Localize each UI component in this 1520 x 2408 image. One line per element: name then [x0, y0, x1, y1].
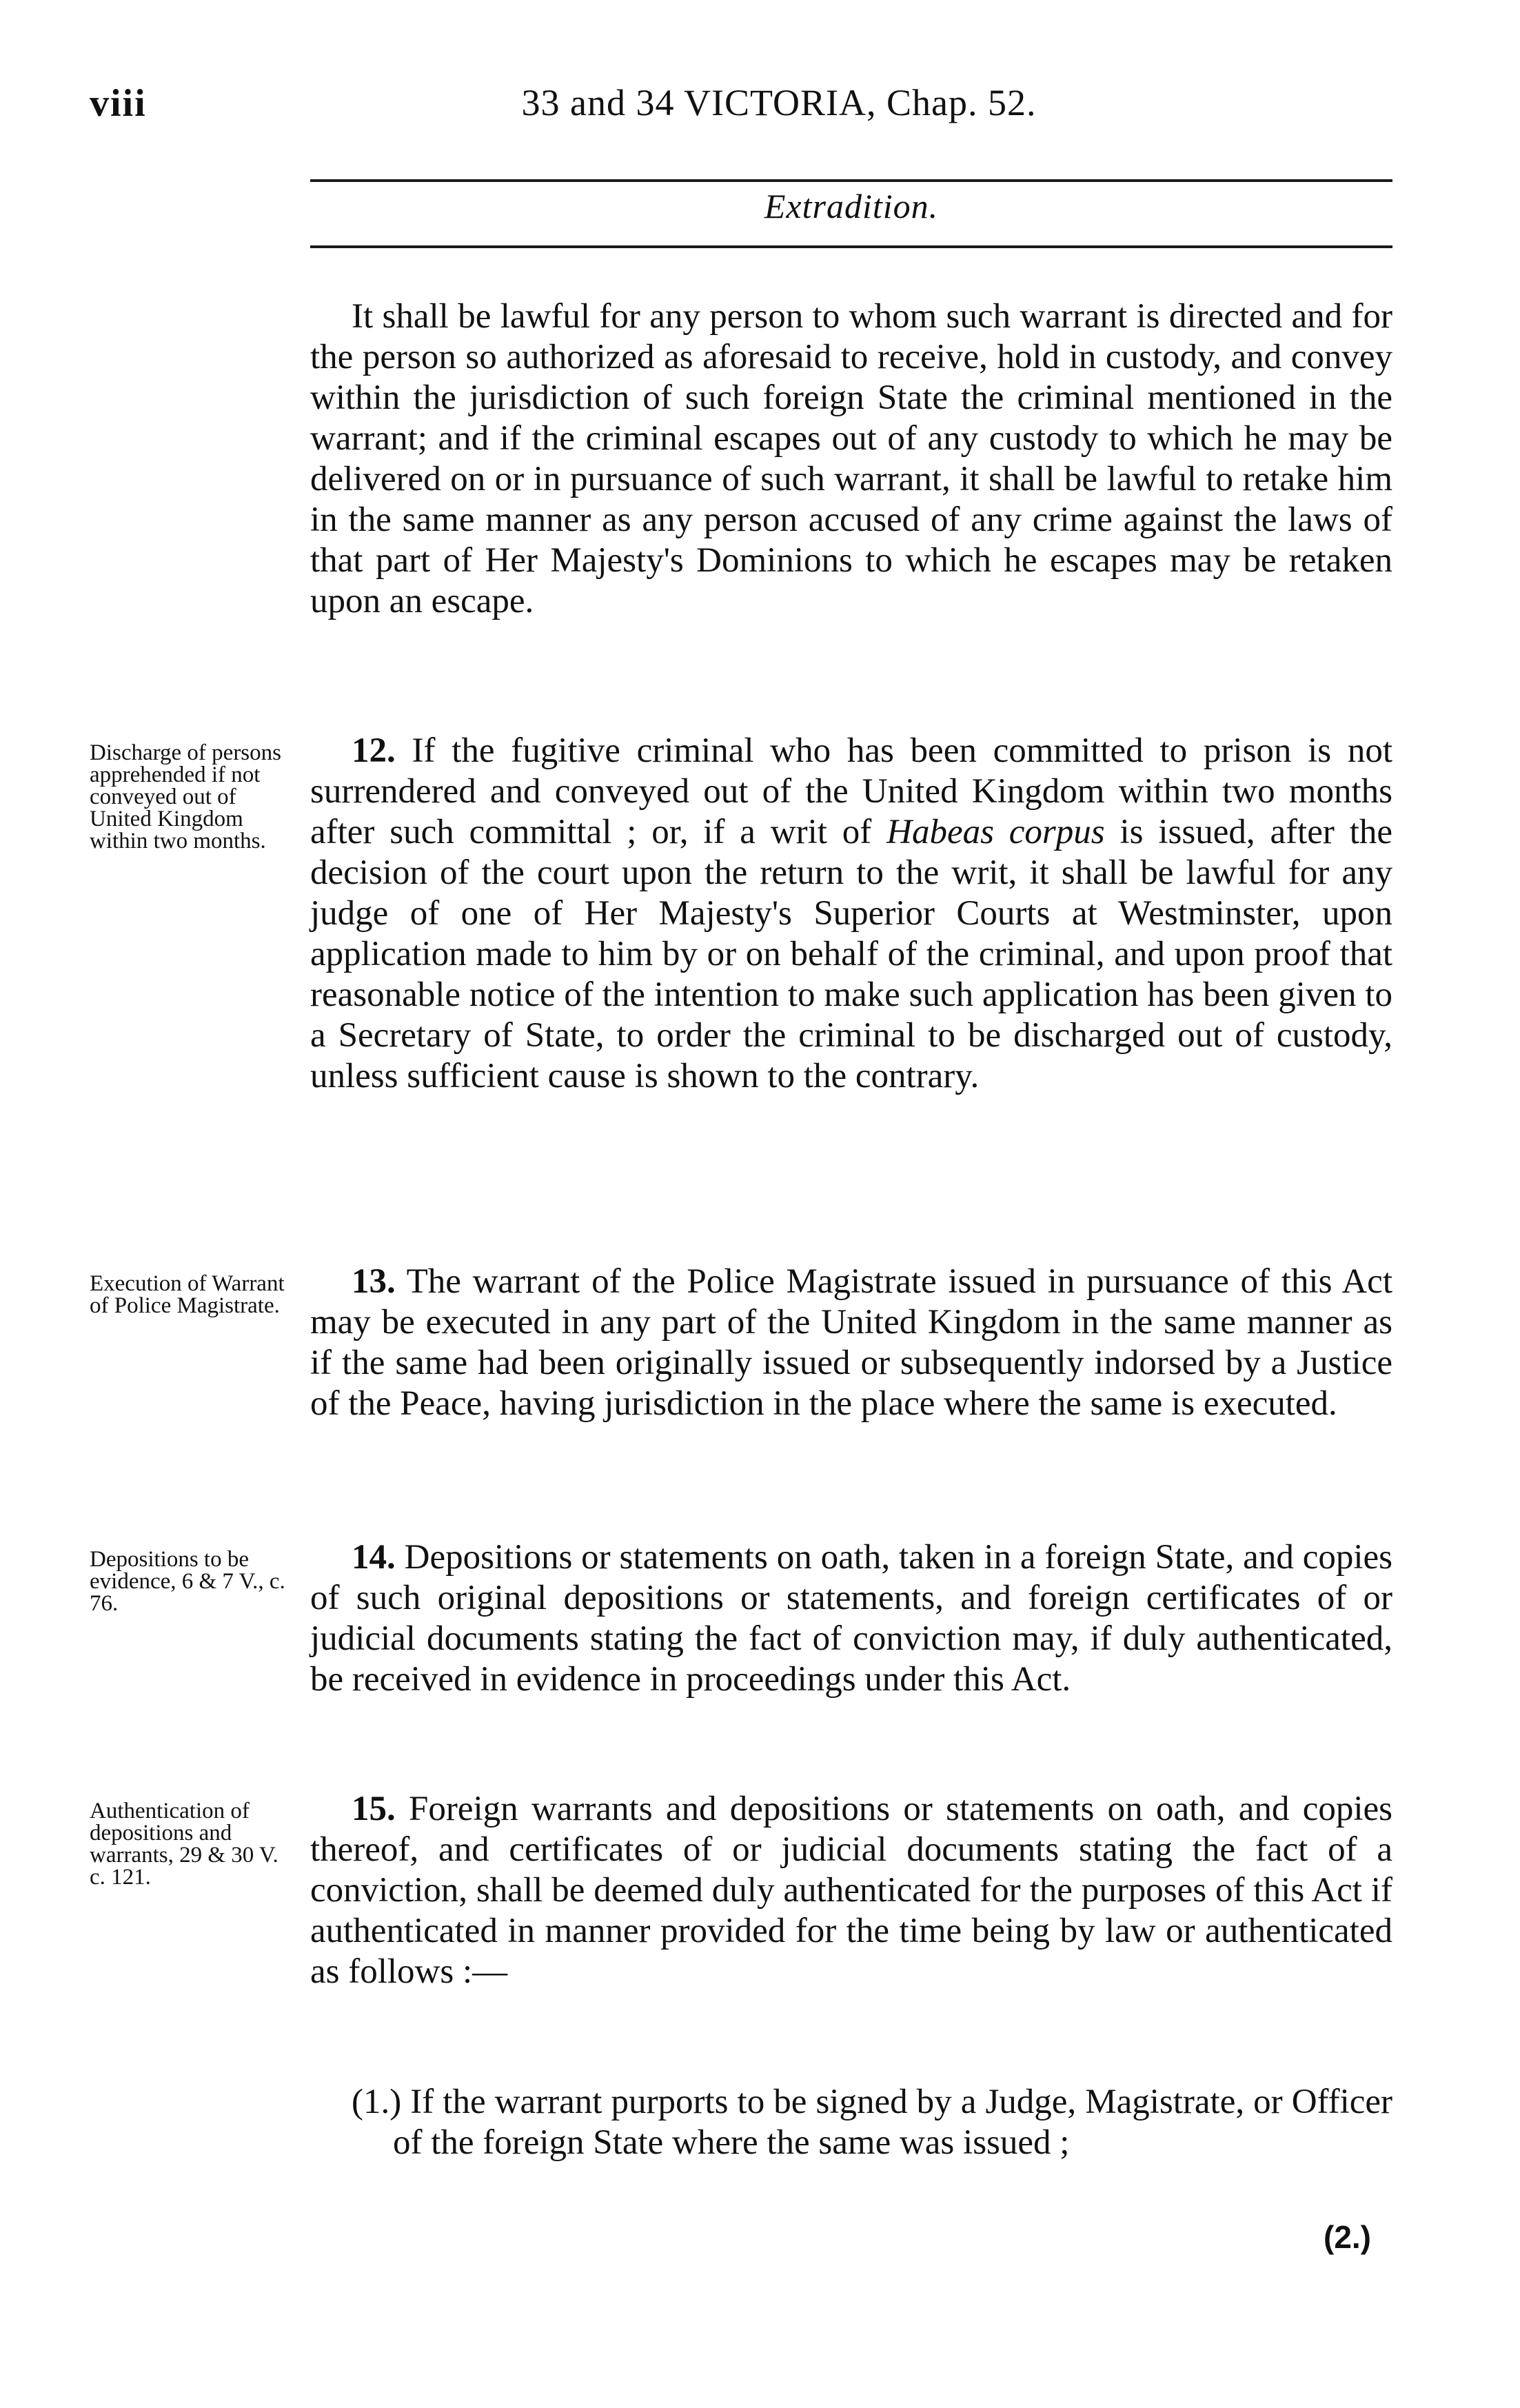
section-14 — [310, 1537, 1392, 1700]
margin-note-section-15: Authentication of depositions and warrants, 29 & 30 V. c. 121. — [90, 1799, 278, 1890]
margin-note-section-12: Discharge of persons apprehended if not conveyed out of United Kingdom within two months. — [90, 740, 281, 853]
section-text: Foreign warrants and depositions or statements on oath, and copies thereof, and certificates of or judicial documents stating the fact of a conviction, shall be deemed duly authenticated for the purposes of this Act if authenticated in manner provided for the time being by law or authenticated as follows :— — [310, 1790, 1392, 1991]
section-text-continued: is issued, after the decision of the court upon the return to the writ, it shall be lawful for any judge of one of Her Majesty's Superior Courts at Westminster, upon application made to him by or on behalf of the criminal, and upon proof that reasonable notice of the intention to make such application has been given to a Secretary of State, to order the criminal to be discharged out of custody, unless sufficient cause is shown to the contrary. — [310, 813, 1393, 1095]
subsection-15-1: (1.) If the warrant purports to be signed by a Judge, Magistrate, or Officer of the foreign State where the same was issued ; — [352, 2083, 1392, 2162]
margin-note-section-13: Execution of Warrant of Police Magistrate. — [90, 1271, 285, 1318]
section-number: 15. — [352, 1790, 396, 1828]
catchword: (2.) — [1324, 2219, 1371, 2255]
section-text: Depositions or statements on oath, taken in a foreign State, and copies of such original depositions or statements, and foreign certificates of or judicial documents stating the fact of conviction may, if duly authenticated, be received in evidence in proceedings under this Act. — [310, 1538, 1392, 1699]
section-text: If the fugitive criminal who has been committed to prison is not surrendered and conveyed out of the United Kingdom within two months after such committal ; or, if a writ of — [310, 731, 1392, 851]
margin-note-section-14: Depositions to be evidence, 6 & 7 V., c. 76. — [90, 1547, 285, 1616]
section-italic-text: Habeas corpus — [886, 813, 1105, 851]
bottom-rule — [310, 245, 1392, 248]
page-header — [90, 81, 1413, 136]
section-number: 12. — [352, 731, 396, 770]
subject-title: Extradition. — [764, 187, 939, 225]
section-number: 14. — [352, 1538, 396, 1577]
section-15 — [310, 1789, 1392, 1992]
running-title: 33 and 34 VICTORIA, Chap. 52. — [521, 82, 1037, 123]
top-rule — [310, 179, 1392, 182]
section-13 — [310, 1262, 1392, 1424]
paragraph-continuation: It shall be lawful for any person to whom such warrant is directed and for the person so authorized as aforesaid to receive, hold in custody, and convey within the jurisdiction of such foreign State the criminal mentioned in the warrant; and if the criminal escapes out of any custody to which he may be delivered on or in pursuance of such warrant, it shall be lawful to retake him in the same manner as any person accused of any crime against the laws of that part of Her Majesty's Dominions to which he escapes may be retaken upon an escape. — [310, 297, 1392, 620]
section-number: 13. — [352, 1262, 396, 1301]
section-text: The warrant of the Police Magistrate issued in pursuance of this Act may be executed in any part of the United Kingdom in the same manner as if the same had been originally issued or subsequently indorsed by a Justice of the Peace, having jurisdiction in the place where the same is executed. — [310, 1262, 1392, 1423]
section-12 — [310, 731, 1392, 1097]
page-number: viii — [90, 82, 147, 125]
